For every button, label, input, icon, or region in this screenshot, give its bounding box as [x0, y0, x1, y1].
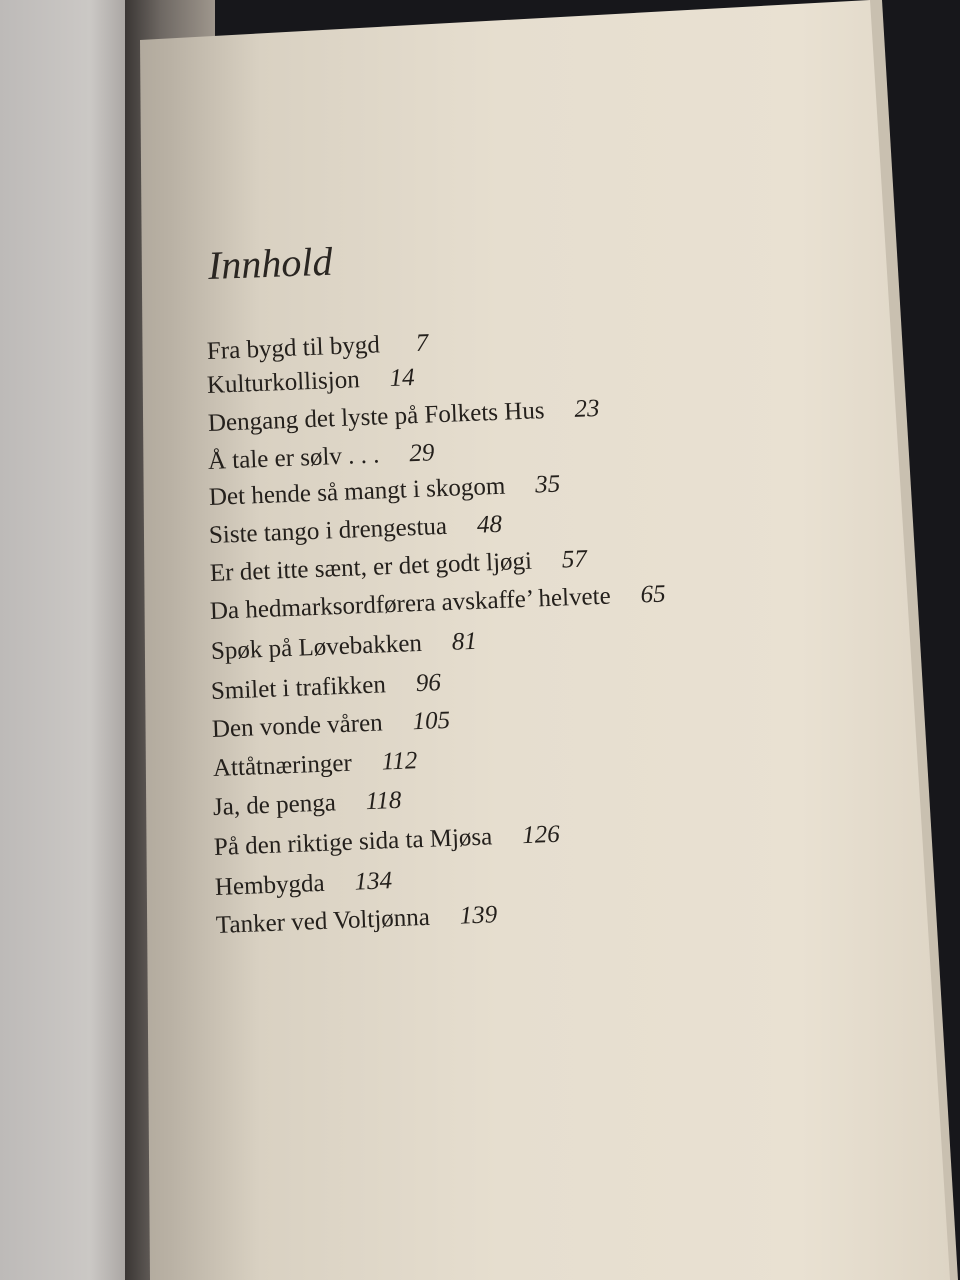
entry-page: 29 — [408, 439, 435, 468]
entry-title: Kulturkollisjon — [206, 366, 361, 399]
entry-page: 118 — [365, 786, 402, 816]
entry-page: 96 — [415, 669, 442, 698]
entry-title: Er det itte sænt, er det godt ljøgi — [209, 547, 533, 587]
toc-heading: Innhold — [207, 238, 334, 288]
entry-title: Å tale er sølv . . . — [207, 441, 380, 475]
entry-page: 126 — [521, 820, 561, 850]
entry-title: Det hende så mangt i skogom — [208, 472, 506, 511]
entry-title: Siste tango i drengestua — [208, 512, 448, 549]
entry-title: På den riktige sida ta Mjøsa — [213, 823, 493, 861]
entry-page: 57 — [561, 545, 588, 574]
entry-title: Smilet i trafikken — [210, 671, 387, 705]
entry-title: Fra bygd til bygd — [206, 331, 381, 365]
entry-page: 139 — [459, 901, 498, 930]
entry-page: 81 — [451, 627, 478, 656]
entry-title: Dengang det lyste på Folkets Hus — [207, 397, 546, 437]
entry-page: 7 — [415, 329, 429, 357]
entry-page: 35 — [534, 470, 561, 499]
entry-page: 134 — [354, 867, 393, 896]
entry-title: Ja, de penga — [212, 789, 337, 821]
entry-title: Attåtnæringer — [212, 749, 353, 782]
entry-title: Da hedmarksordførera avskaffe’ helvete — [209, 582, 612, 625]
entry-title: Tanker ved Voltjønna — [215, 903, 431, 939]
entry-page: 65 — [640, 580, 667, 609]
entry-title: Hembygda — [214, 869, 326, 901]
entry-page: 23 — [573, 394, 600, 423]
entry-page: 105 — [412, 706, 451, 736]
entry-page: 48 — [476, 510, 503, 539]
entry-page: 112 — [381, 747, 418, 776]
entry-page: 14 — [389, 364, 416, 392]
entry-title: Den vonde våren — [211, 709, 384, 743]
entry-title: Spøk på Løvebakken — [210, 629, 423, 665]
